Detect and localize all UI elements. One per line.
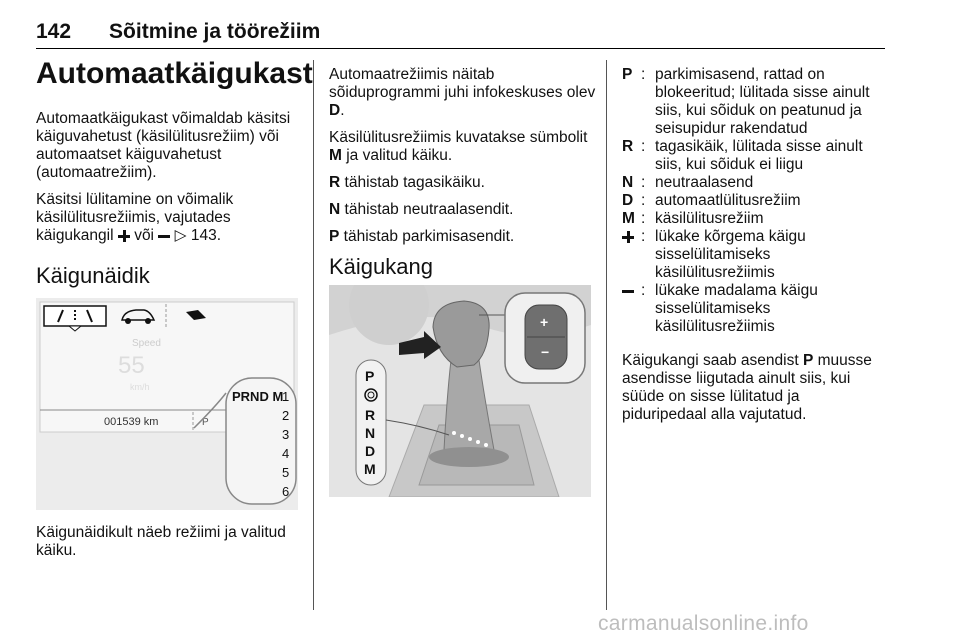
speed-value: 55: [118, 352, 145, 379]
odometer: 001539 km: [104, 416, 159, 428]
main-heading: Automaatkäigukast: [36, 57, 313, 90]
section-title: Sõitmine ja töörežiim: [109, 20, 321, 43]
def-plus: : lükake kõrgema käigu sisselülitamiseks käsilülitusrežiimis: [622, 228, 887, 282]
position-d: D: [365, 443, 376, 459]
def-n: N : neutraalasend: [622, 174, 754, 191]
minus-label: −: [541, 344, 550, 360]
manual-gear-1: 1: [282, 389, 290, 404]
lever-paragraph: Käigukangi saab asendist P muusse asendisse liigutada ainult siis, kui süüde on sisse lülitatud ja piduripedaal alla vajutatud.: [622, 352, 872, 423]
plus-icon: [622, 231, 634, 243]
plus-label: +: [540, 314, 549, 330]
plus-icon: [118, 230, 130, 242]
gear-line-n: N tähistab neutraalasendit.: [329, 201, 514, 218]
selector-lever-heading: Käigukang: [329, 254, 433, 279]
position-r: R: [365, 407, 376, 423]
definition-list: [622, 66, 887, 424]
def-m: M : käsilülitusrežiim: [622, 210, 764, 227]
minus-icon: [622, 285, 634, 297]
manual-mode-paragraph: Käsilülitusrežiimis kuvatakse sümbolit M ja valitud käiku.: [329, 129, 588, 164]
gear-indicator-heading: Käigunäidik: [36, 263, 150, 288]
page-number: 142: [36, 20, 72, 43]
manual-gear-3: 3: [282, 427, 290, 442]
minus-icon: [158, 230, 170, 242]
auto-mode-paragraph: Automaatrežiimis näitab sõiduprogrammi juhi infokeskuses olev D.: [329, 66, 596, 119]
manual-paragraph: Käsitsi lülitamine on võimalik käsilülitusrežiimis, vajutades käigukangil või ▷ 143.: [36, 191, 234, 244]
speed-unit: km/h: [130, 382, 150, 392]
manual-gear-2: 2: [282, 408, 290, 423]
gear-indicator-illustration: [36, 298, 298, 510]
def-d: D : automaatlülitusrežiim: [622, 192, 801, 209]
col2-text: [329, 66, 597, 255]
def-minus: : lükake madalama käigu sisselülitamiseks käsilülitusrežiimis: [622, 282, 887, 336]
gear-strip: PRND M: [232, 389, 284, 404]
gear-indicator-small: P: [202, 417, 209, 428]
intro-paragraph: Automaatkäigukast võimaldab käsitsi käiguvahetust (käsilülitusrežiim) või automaatset käiguvahetust (automaatrežiim).: [36, 110, 291, 181]
instrument-display: [36, 298, 298, 510]
gear-line-r: R tähistab tagasikäiku.: [329, 174, 485, 191]
col1-text: [36, 110, 304, 254]
speed-label: Speed: [132, 338, 161, 349]
manual-gear-5: 5: [282, 465, 290, 480]
page-ref: 143.: [190, 227, 222, 244]
position-p: P: [365, 368, 375, 384]
def-p: P : parkimisasend, rattad on blokeeritud; lülitada sisse ainult siis, kui sõiduk on peatunud ja seisupidur rakendatud: [622, 66, 870, 137]
def-r: R : tagasikäik, lülitada sisse ainult siis, kui sõiduk ei liigu: [622, 138, 863, 173]
selector-lever-illustration: [329, 285, 591, 497]
watermark: carmanualsonline.info: [598, 612, 809, 635]
position-m: M: [364, 461, 376, 477]
caption: Käigunäidikult näeb režiimi ja valitud käiku.: [36, 524, 286, 559]
column-divider-1: [313, 60, 314, 610]
header-rule: [36, 48, 885, 49]
manual-gear-6: 6: [282, 484, 290, 499]
column-divider-2: [606, 60, 607, 610]
gear-lever-drawing: [329, 285, 591, 497]
manual-gear-4: 4: [282, 446, 290, 461]
page-ref-icon: ▷: [174, 227, 187, 244]
gear-line-p: P tähistab parkimisasendit.: [329, 228, 515, 245]
page-header: [36, 20, 320, 44]
position-n: N: [365, 425, 376, 441]
